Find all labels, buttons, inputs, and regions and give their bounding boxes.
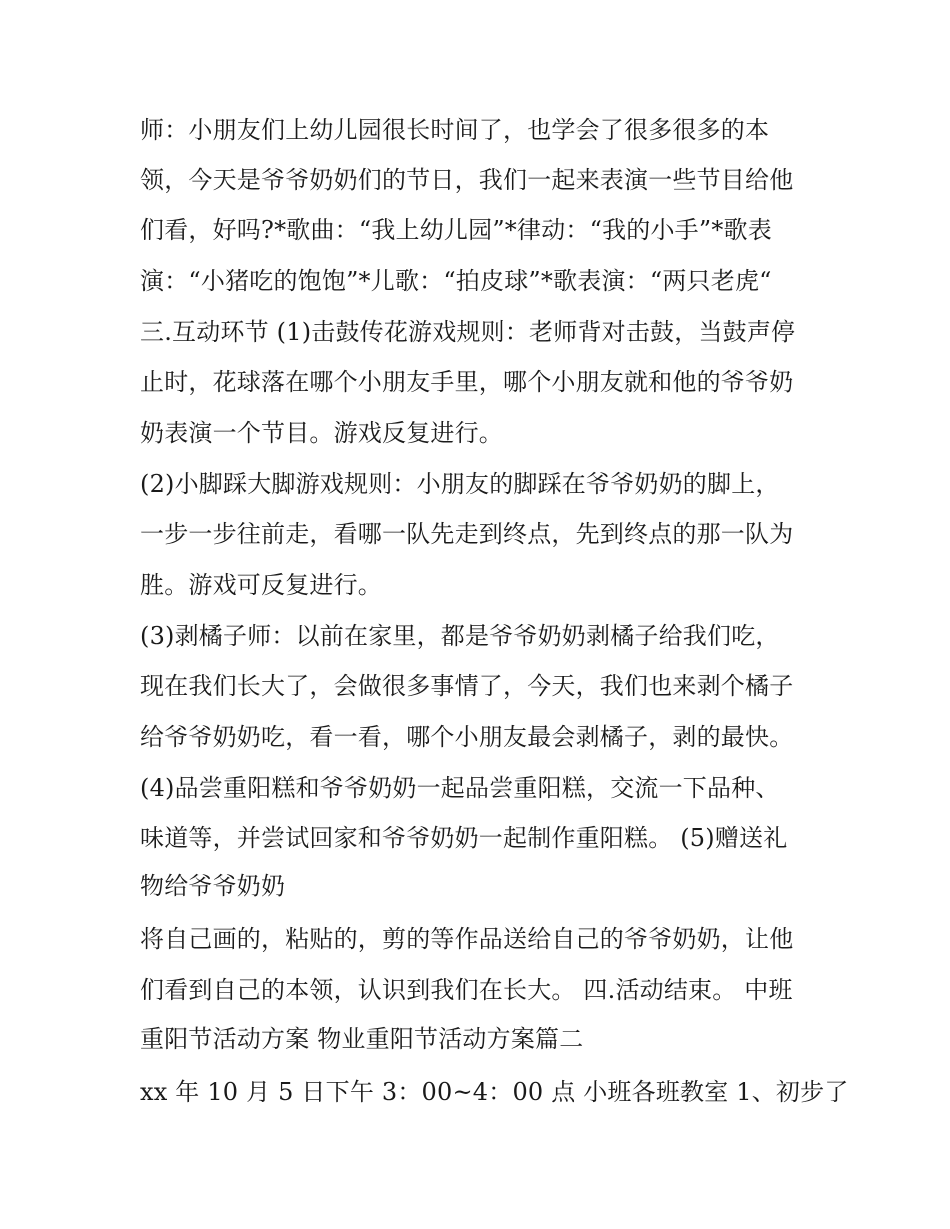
text-line: 们看到自己的本领，认识到我们在长大。 四.活动结束。 中班 [140,976,793,1004]
text-line: 重阳节活动方案 物业重阳节活动方案篇二 [140,1025,584,1053]
text-line: (4)品尝重阳糕和爷爷奶奶一起品尝重阳糕，交流一下品种、 [140,774,780,802]
text-line: 现在我们长大了，会做很多事情了，今天，我们也来剥个橘子 [140,672,794,700]
text-line: 味道等，并尝试回家和爷爷奶奶一起制作重阳糕。 (5)赠送礼 [140,824,788,852]
text-line: (2)小脚踩大脚游戏规则：小朋友的脚踩在爷爷奶奶的脚上， [140,470,780,498]
text-line: 演：“小猪吃的饱饱”*儿歌：“拍皮球”*歌表演：“两只老虎“ [140,267,772,295]
text-line: 一步一步往前走，看哪一队先走到终点，先到终点的那一队为 [140,520,794,548]
text-line: 三.互动环节 (1)击鼓传花游戏规则：老师背对击鼓，当鼓声停 [140,318,796,346]
text-line: 止时，花球落在哪个小朋友手里，哪个小朋友就和他的爷爷奶 [140,368,794,396]
text-line: 给爷爷奶奶吃，看一看，哪个小朋友最会剥橘子，剥的最快。 [140,723,794,751]
text-line: 们看，好吗?*歌曲：“我上幼儿园”*律动：“我的小手”*歌表 [140,216,772,244]
text-line: xx 年 10 月 5 日下午 3：00~4：00 点 小班各班教室 1、初步了 [140,1078,849,1106]
text-line: 师：小朋友们上幼儿园很长时间了，也学会了很多很多的本 [140,116,770,144]
text-line: 物给爷爷奶奶 [140,872,286,900]
text-line: 胜。游戏可反复进行。 [140,571,382,599]
text-line: 将自己画的，粘贴的，剪的等作品送给自己的爷爷奶奶，让他 [140,925,794,953]
text-line: 领，今天是爷爷奶奶们的节日，我们一起来表演一些节目给他 [140,166,794,194]
text-line: 奶表演一个节目。游戏反复进行。 [140,419,503,447]
text-line: (3)剥橘子师：以前在家里，都是爷爷奶奶剥橘子给我们吃， [140,622,780,650]
